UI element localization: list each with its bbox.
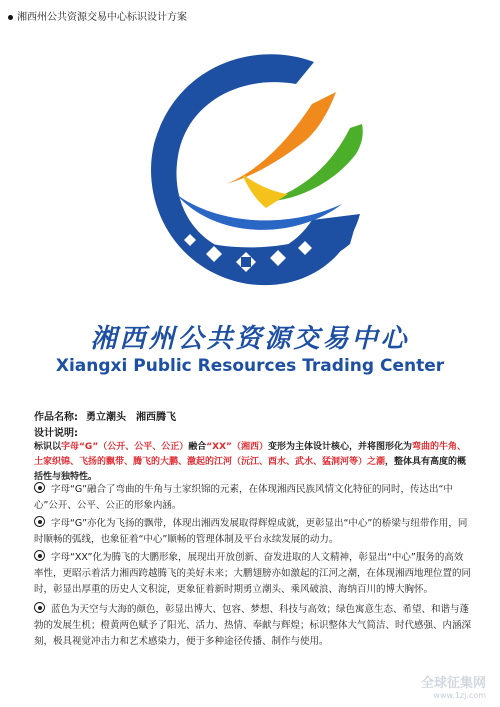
title-english: Xiangxi Public Resources Trading Center [55,356,445,376]
desc-highlight: 字母“G”（公开、公平、公正） [61,442,189,452]
list-item [34,602,472,650]
work-name-value: 勇立潮头 湘西腾飞 [86,412,176,423]
list-item [34,482,472,514]
design-label: 设计说明: [34,428,78,439]
desc-text: 变形为主体设计核心，并将图形化为 [267,442,412,452]
design-description [34,440,472,485]
logo-bird-wing [242,174,288,208]
work-name [34,408,176,423]
watermark-url: www.1zj.com [433,691,486,700]
desc-highlight: 弯曲的牛角、土家织锦、飞扬的飘带、腾飞的大鹏、激起的江河（沅江、酉水、武水、猛洞河等）之潮 [34,442,466,467]
list-item-text: 字母“G”亦化为飞扬的飘带，体现出湘西发展取得辉煌成就，更彰显出“中心”的桥梁与纽带作用，同时顺畅的弧线，也象征着“中心”顺畅的管理体制及平台永续发展的动力。 [34,518,468,545]
watermark [421,672,486,700]
radio-bullet-icon [34,550,45,561]
logo-green-swoosh [264,124,363,202]
list-item [34,550,472,598]
list-item-text: 字母“XX”化为腾飞的大鹏形象，展现出开放创新、奋发进取的人文精神，彰显出“中心”服务的高效率性，更昭示着活力湘西跨越腾飞的美好未来；大鹏翅膀亦如激起的江河之潮，在体现湘西地理位置的同时，彰显出厚重的历史人文积淀，更象征着新时期勇立潮头、乘风破浪、海纳百川的博大胸怀。 [34,552,472,595]
page-header [8,8,187,23]
title-chinese: 湘西州公共资源交易中心 [90,324,410,354]
desc-text: 标识以 [34,442,62,452]
radio-bullet-icon [34,602,45,613]
desc-text: 融合 [188,442,207,452]
radio-bullet-icon [34,516,45,527]
bullet-icon [8,15,13,20]
watermark-text: 全球征集网 [420,676,486,691]
header-title: 湘西州公共资源交易中心标识设计方案 [17,12,187,23]
radio-bullet-icon [34,482,45,493]
work-name-label: 作品名称: [34,412,78,423]
desc-highlight: “XX”（湘西） [206,442,268,452]
logo-graphic [136,44,366,324]
desc-text: ，整体具有高度的概括性与独特性。 [34,457,467,482]
list-item [34,516,472,548]
list-item-text: 字母“G”融合了弯曲的牛角与土家织锦的元素，在体现湘西民族风情文化特征的同时，传达出“中心”公开、公平、公正的形象内涵。 [34,484,453,511]
list-item-text: 蓝色为天空与大海的颜色，彰显出博大、包容、梦想、科技与高效；绿色寓意生态、希望、和谐与蓬勃的发展生机；橙黄两色赋予了阳光、活力、热情、奉献与辉煌；标识整体大气简洁、时代感强、内涵深刻，极具视觉冲击力和艺术感染力，便于多种途径传播、制作与使用。 [34,604,472,647]
